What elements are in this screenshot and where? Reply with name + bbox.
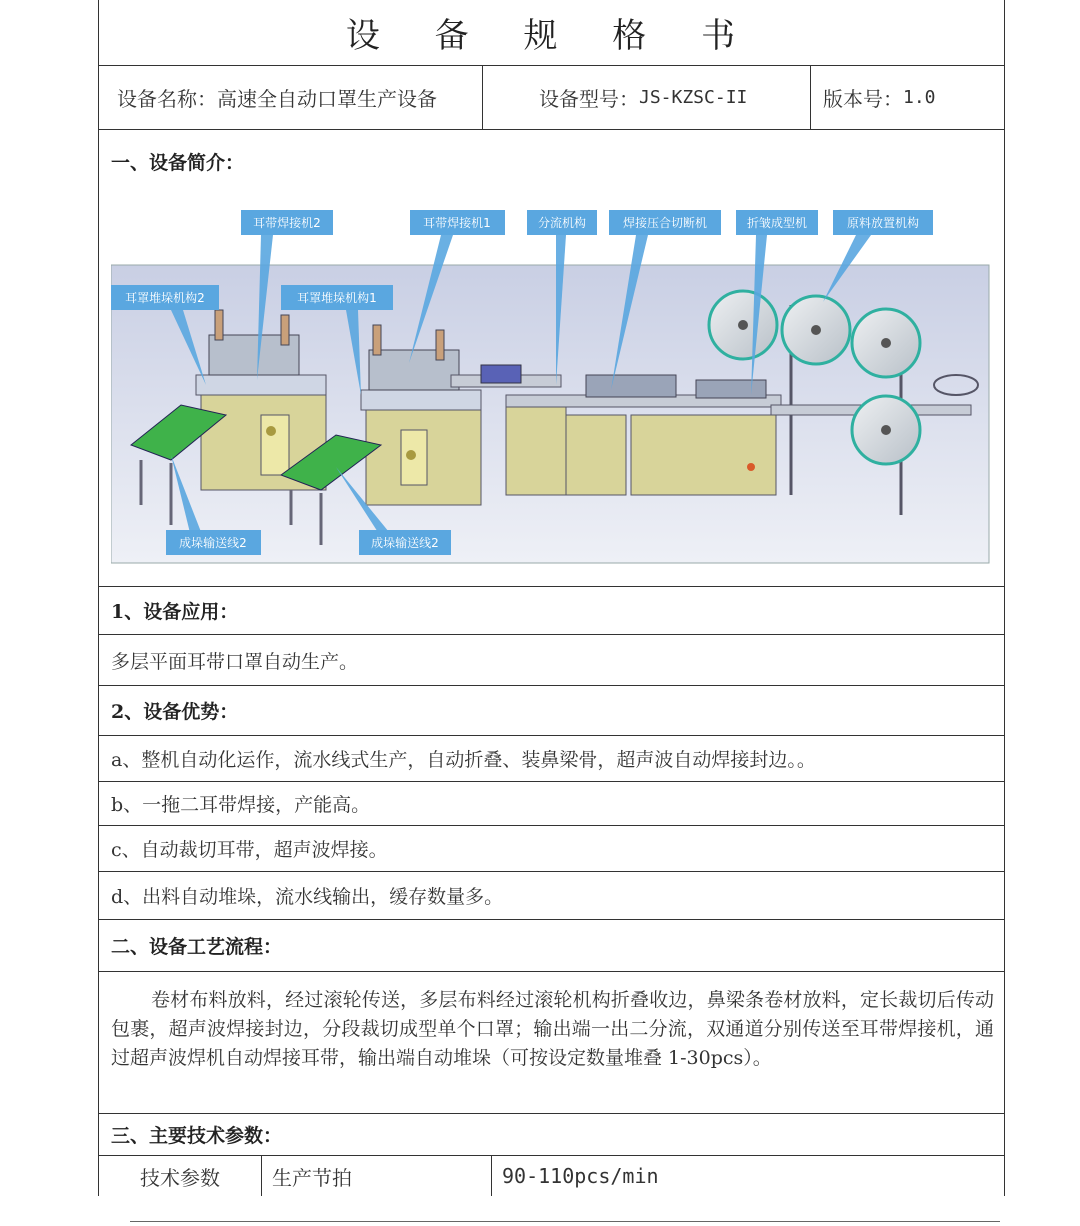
callout-conveyor-b: 成垛输送线2 — [371, 536, 439, 550]
equipment-model-cell — [483, 66, 811, 129]
document-title: 设 备 规 格 书 — [99, 0, 1004, 66]
process-heading: 二、设备工艺流程： — [99, 920, 1004, 972]
callout-weld-cut: 焊接压合切断机 — [622, 216, 708, 230]
callout-stacker-1: 耳罩堆垛机构1 — [297, 291, 377, 305]
param-name-cell: 生产节拍 — [262, 1156, 492, 1196]
advantage-item-d: d、出料自动堆垛，流水线输出，缓存数量多。 — [99, 872, 1004, 920]
callout-material: 原料放置机构 — [846, 216, 920, 230]
overview-heading: 一、设备简介： — [111, 152, 245, 174]
params-heading: 三、主要技术参数： — [99, 1114, 1004, 1156]
callout-ear-welder-2: 耳带焊接机2 — [253, 216, 321, 230]
application-text: 多层平面耳带口罩自动生产。 — [99, 635, 1004, 686]
advantage-item-a: a、整机自动化运作，流水线式生产，自动折叠、装鼻梁骨，超声波自动焊接封边。。 — [99, 736, 1004, 782]
callout-ear-welder-1: 耳带焊接机1 — [423, 216, 491, 230]
callout-stacker-2: 耳罩堆垛机构2 — [125, 291, 205, 305]
advantage-item-c: c、自动裁切耳带，超声波焊接。 — [99, 826, 1004, 872]
spec-sheet — [98, 0, 1005, 1196]
application-heading: 1、设备应用： — [99, 587, 1004, 635]
param-value-cell: 90-110pcs/min — [502, 1164, 659, 1188]
process-text: 卷材布料放料，经过滚轮传送，多层布料经过滚轮机构折叠收边，鼻梁条卷材放料，定长裁切后传动包裹，超声波焊接封边，分段裁切成型单个口罩；输出端一出二分流，双通道分别传送至耳带焊接机，通过超声波焊机自动焊接耳带，输出端自动堆垛（可按设定数量堆叠 1-30pcs）。 — [99, 972, 1004, 1114]
equipment-name-value: 高速全自动口罩生产设备 — [217, 87, 437, 111]
version-cell — [811, 66, 1004, 129]
advantages-heading: 2、设备优势： — [99, 686, 1004, 736]
version-value: 1.0 — [903, 87, 936, 108]
callout-splitter: 分流机构 — [537, 216, 587, 230]
equipment-name-cell — [99, 66, 483, 129]
callout-fold-form: 折皱成型机 — [746, 216, 808, 230]
equipment-info-row — [99, 66, 1004, 130]
advantage-item-b: b、一拖二耳带焊接，产能高。 — [99, 782, 1004, 826]
version-label: 版本号： — [823, 87, 903, 111]
page-bottom-rule — [130, 1221, 1000, 1222]
equipment-name-label: 设备名称： — [117, 87, 217, 111]
callout-conveyor-a: 成垛输送线2 — [179, 536, 247, 550]
machine-diagram — [111, 205, 991, 565]
equipment-model-label: 设备型号： — [539, 87, 639, 111]
equipment-model-value: JS-KZSC-II — [639, 87, 748, 108]
params-label-cell: 技术参数 — [99, 1156, 262, 1196]
params-row — [99, 1156, 1004, 1196]
